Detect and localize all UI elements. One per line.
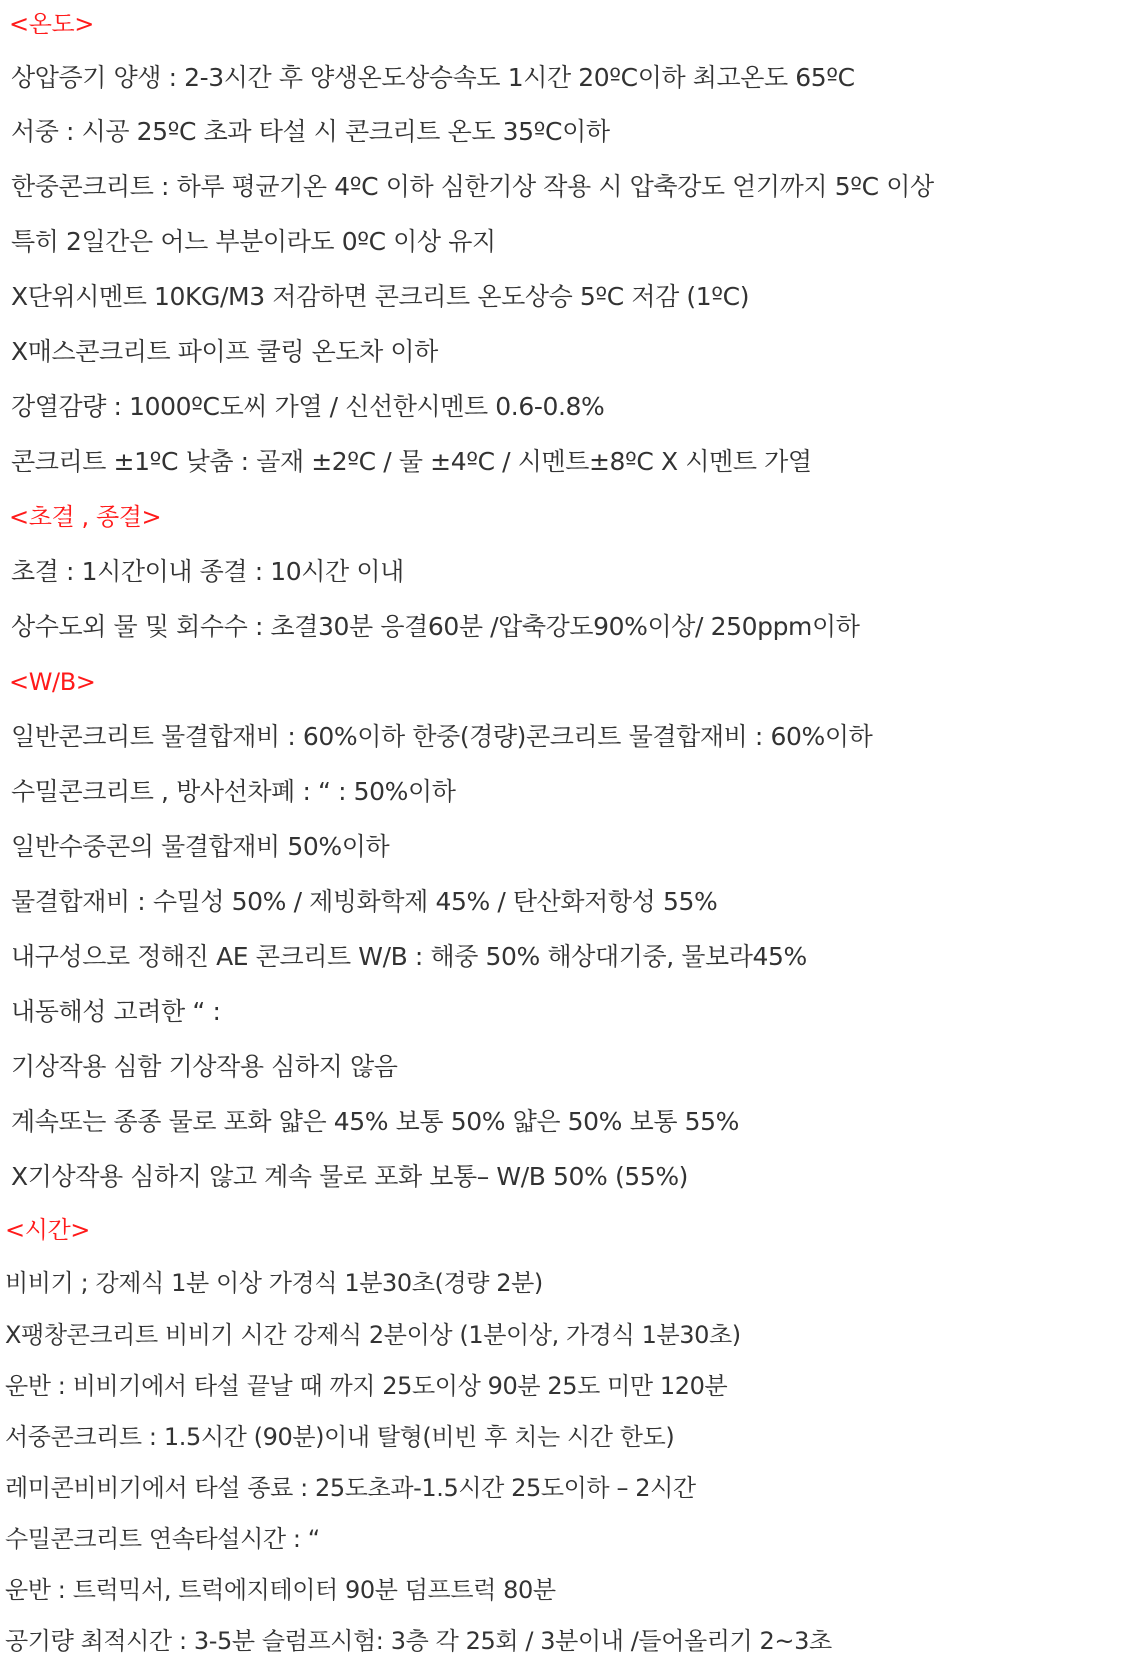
- section-heading-setting: <초결 , 종결>: [9, 503, 162, 531]
- text-line: 운반 : 비비기에서 타설 끝날 때 까지 25도이상 90분 25도 미만 120분: [5, 1372, 728, 1400]
- text-line: 초결 : 1시간이내 종결 : 10시간 이내: [11, 557, 404, 586]
- text-line: 운반 : 트럭믹서, 트럭에지테이터 90분 덤프트럭 80분: [5, 1576, 556, 1604]
- text-line: 한중콘크리트 : 하루 평균기온 4ºC 이하 심한기상 작용 시 압축강도 얻기까지 5ºC 이상: [11, 172, 934, 201]
- text-line: 공기량 최적시간 : 3-5분 슬럼프시험: 3층 각 25회 / 3분이내 /들어올리기 2~3초: [5, 1627, 832, 1655]
- text-line: 특히 2일간은 어느 부분이라도 0ºC 이상 유지: [11, 227, 496, 256]
- text-line: 물결합재비 : 수밀성 50% / 제빙화학제 45% / 탄산화저항성 55%: [11, 887, 718, 916]
- text-line: X매스콘크리트 파이프 쿨링 온도차 이하: [11, 337, 438, 366]
- text-line: 비비기 ; 강제식 1분 이상 가경식 1분30초(경량 2분): [5, 1269, 543, 1297]
- section-heading-wb: <W/B>: [9, 668, 96, 696]
- text-line: 서중 : 시공 25ºC 초과 타설 시 콘크리트 온도 35ºC이하: [11, 117, 610, 146]
- text-line: 계속또는 종종 물로 포화 얇은 45% 보통 50% 얇은 50% 보통 55%: [11, 1107, 739, 1136]
- text-line: 레미콘비비기에서 타설 종료 : 25도초과-1.5시간 25도이하 – 2시간: [5, 1474, 696, 1502]
- text-line: 일반콘크리트 물결합재비 : 60%이하 한중(경량)콘크리트 물결합재비 : 60%이하: [11, 722, 873, 751]
- text-line: X단위시멘트 10KG/M3 저감하면 콘크리트 온도상승 5ºC 저감 (1ºC): [11, 282, 750, 311]
- text-line: 강열감량 : 1000ºC도씨 가열 / 신선한시멘트 0.6-0.8%: [11, 392, 605, 421]
- section-heading-time: <시간>: [5, 1216, 90, 1244]
- text-line: 상압증기 양생 : 2-3시간 후 양생온도상승속도 1시간 20ºC이하 최고온도 65ºC: [11, 63, 855, 92]
- text-line: 수밀콘크리트 연속타설시간 : “: [5, 1525, 320, 1553]
- text-line: X팽창콘크리트 비비기 시간 강제식 2분이상 (1분이상, 가경식 1분30초): [5, 1321, 741, 1349]
- section-heading-temperature: <온도>: [9, 10, 94, 38]
- text-line: 기상작용 심함 기상작용 심하지 않음: [11, 1052, 398, 1081]
- text-line: 콘크리트 ±1ºC 낮춤 : 골재 ±2ºC / 물 ±4ºC / 시멘트±8ºC X 시멘트 가열: [11, 447, 812, 476]
- text-line: 내구성으로 정해진 AE 콘크리트 W/B : 해중 50% 해상대기중, 물보라45%: [11, 942, 807, 971]
- text-line: 수밀콘크리트 , 방사선차폐 : “ : 50%이하: [11, 777, 456, 806]
- text-line: 상수도외 물 및 회수수 : 초결30분 응결60분 /압축강도90%이상/ 250ppm이하: [11, 612, 860, 641]
- text-line: X기상작용 심하지 않고 계속 물로 포화 보통– W/B 50% (55%): [11, 1162, 689, 1191]
- text-line: 내동해성 고려한 “ :: [11, 997, 221, 1026]
- text-line: 일반수중콘의 물결합재비 50%이하: [11, 832, 390, 861]
- text-line: 서중콘크리트 : 1.5시간 (90분)이내 탈형(비빈 후 치는 시간 한도): [5, 1423, 675, 1451]
